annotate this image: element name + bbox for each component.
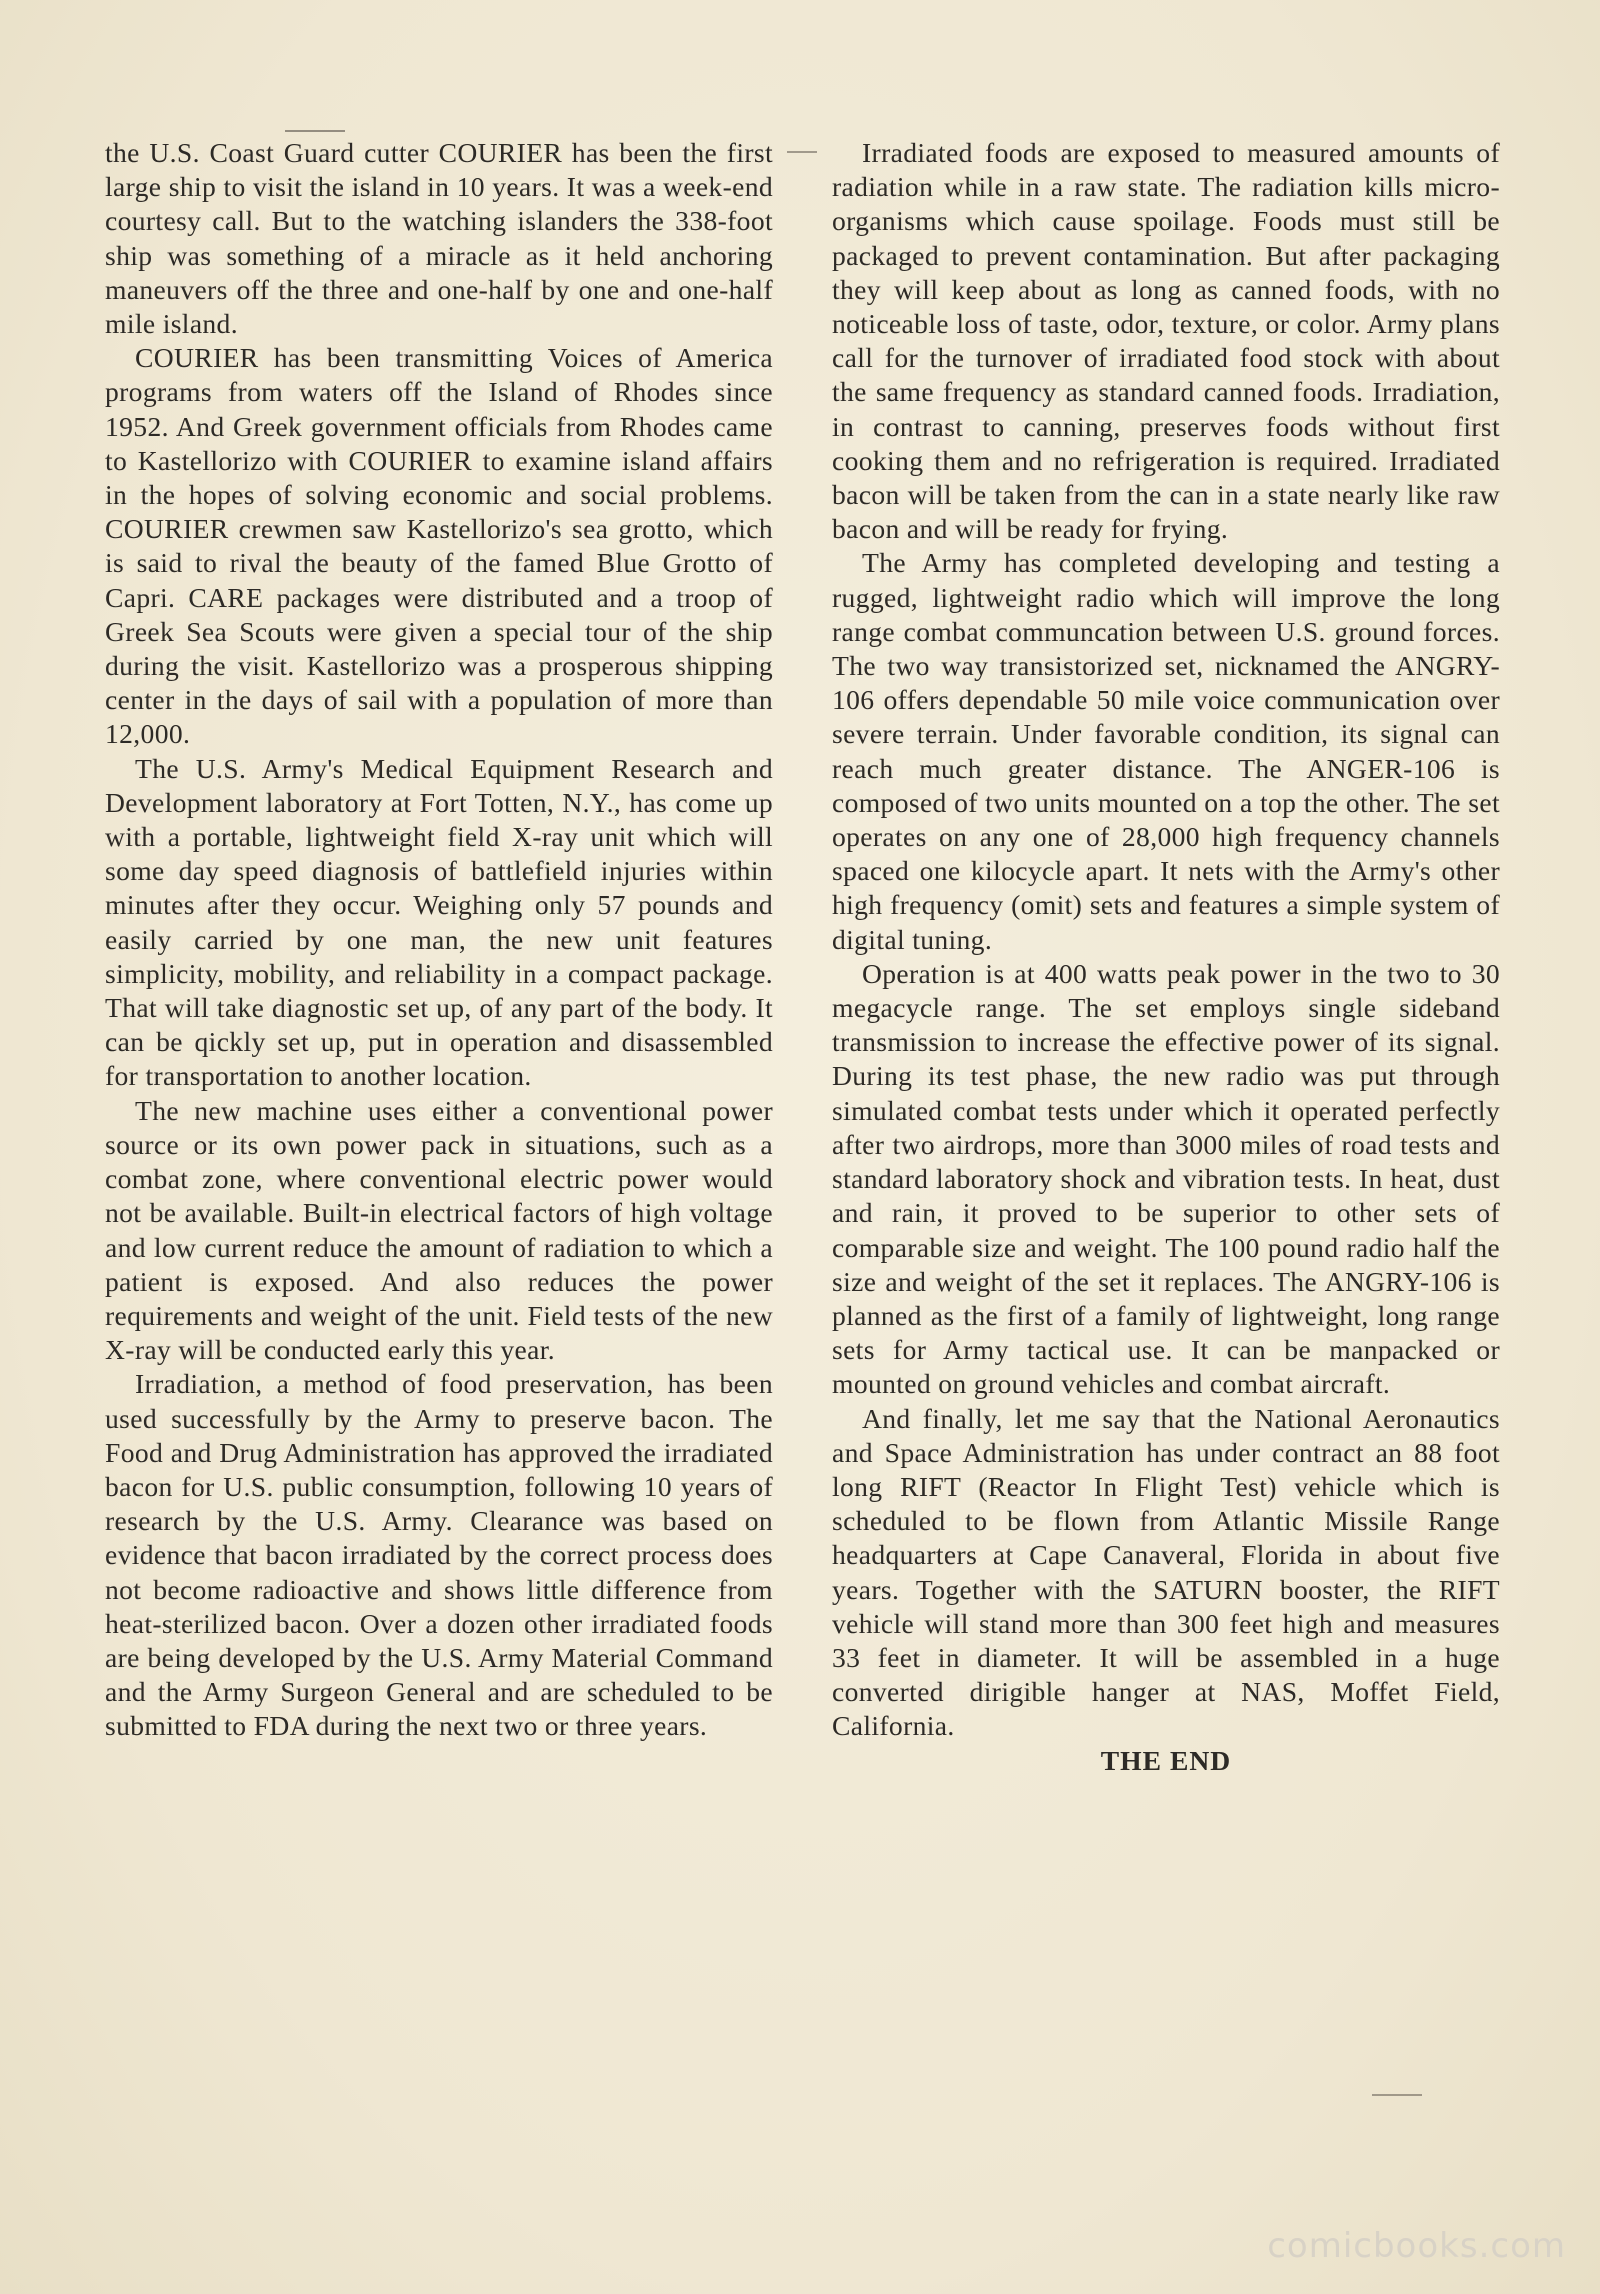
column-divider-mark [787, 151, 817, 153]
paragraph: The U.S. Army's Medical Equipment Research and Development laboratory at Fort Totten, N.Y., has come up with a portable, lightweight field X-ray unit which will some day speed diagnosis of battlefield injuries within minutes after they occur. Weighing only 57 pounds and easily carried by one man, the new unit features simplicity, mobility, and reliability in a compact package. That will take diagnostic set up, of any part of the body. It can be qickly set up, put in operation and disassembled for transportation to another location. [105, 752, 773, 1092]
paragraph: And finally, let me say that the National Aeronautics and Space Administration has under contract an 88 foot long RIFT (Reactor In Flight Test) vehicle which is scheduled to be flown from Atlantic Missile Range headquarters at Cape Canaveral, Florida in about five years. Together with the SATURN booster, the RIFT vehicle will stand more than 300 feet high and measures 33 feet in diameter. It will be assembled in a huge converted dirigible hanger at NAS, Moffet Field, California. [832, 1402, 1500, 1742]
paragraph: Operation is at 400 watts peak power in the two to 30 megacycle range. The set employs single sideband transmission to increase the effective power of its signal. During its test phase, the new radio was put through simulated combat tests under which it operated perfectly after two airdrops, more than 3000 miles of road tests and standard laboratory shock and vibration tests. In heat, dust and rain, it proved to be superior to other sets of comparable size and weight. The 100 pound radio half the size and weight of the set it replaces. The ANGRY-106 is planned as the first of a family of lightweight, long range sets for Army tactical use. It can be manpacked or mounted on ground vehicles and combat aircraft. [832, 957, 1500, 1400]
end-label: THE END [1100, 1744, 1232, 1776]
watermark: comicbooks.com [1267, 2226, 1566, 2266]
paragraph: the U.S. Coast Guard cutter COURIER has been the first large ship to visit the island in 10 years. It was a week-end courtesy call. But to the watching islanders the 338-foot ship was something of a miracle as it held anchoring maneuvers off the three and one-half by one and one-half mile island. [105, 137, 773, 340]
paragraph: The new machine uses either a conventional power source or its own power pack in situations, such as a combat zone, where conventional electric power would not be available. Built-in electrical factors of high voltage and low current reduce the amount of radiation to which a patient is exposed. And also reduces the power requirements and weight of the unit. Field tests of the new X-ray will be conducted early this year. [105, 1094, 773, 1366]
paragraph: Irradiation, a method of food preservation, has been used successfully by the Army to preserve bacon. The Food and Drug Administration has approved the irradiated bacon for U.S. public consumption, following 10 years of research by the U.S. Army. Clearance was based on evidence that bacon irradiated by the correct process does not become radioactive and shows little difference from heat-sterilized bacon. Over a dozen other irradiated foods are being developed by the U.S. Army Material Command and the Army Surgeon General and are scheduled to be submitted to FDA during the next two or three years. [105, 1368, 773, 1742]
right-column [832, 136, 1500, 1778]
paragraph: The Army has completed developing and testing a rugged, lightweight radio which will improve the long range combat communcation between U.S. ground forces. The two way transistorized set, nicknamed the ANGRY-106 offers dependable 50 mile voice communication over severe terrain. Under favorable condition, its signal can reach much greater distance. The ANGER-106 is composed of two units mounted on a top the other. The set operates on any one of 28,000 high frequency channels spaced one kilocycle apart. It nets with the Army's other high frequency (omit) sets and features a simple system of digital tuning. [832, 547, 1500, 955]
top-divider [285, 130, 345, 132]
paragraph: COURIER has been transmitting Voices of America programs from waters off the Island of Rhodes since 1952. And Greek government officials from Rhodes came to Kastellorizo with COURIER to examine island affairs in the hopes of solving economic and social problems. COURIER crewmen saw Kastellorizo's sea grotto, which is said to rival the beauty of the famed Blue Grotto of Capri. CARE packages were distributed and a troop of Greek Sea Scouts were given a special tour of the ship during the visit. Kastellorizo was a prosperous shipping center in the days of sail with a population of more than 12,000. [105, 342, 773, 750]
paragraph: Irradiated foods are exposed to measured amounts of radiation while in a raw state. The radiation kills micro-organisms which cause spoilage. Foods must still be packaged to prevent contamination. But after packaging they will keep about as long as canned foods, with no noticeable loss of taste, odor, texture, or color. Army plans call for the turnover of irradiated food stock with about the same frequency as standard canned foods. Irradiation, in contrast to canning, preserves foods without first cooking them and no refrigeration is required. Irradiated bacon will be taken from the can in a state nearly like raw bacon and will be ready for frying. [832, 137, 1500, 545]
end-divider [1372, 2094, 1422, 2096]
left-column [105, 136, 773, 1744]
